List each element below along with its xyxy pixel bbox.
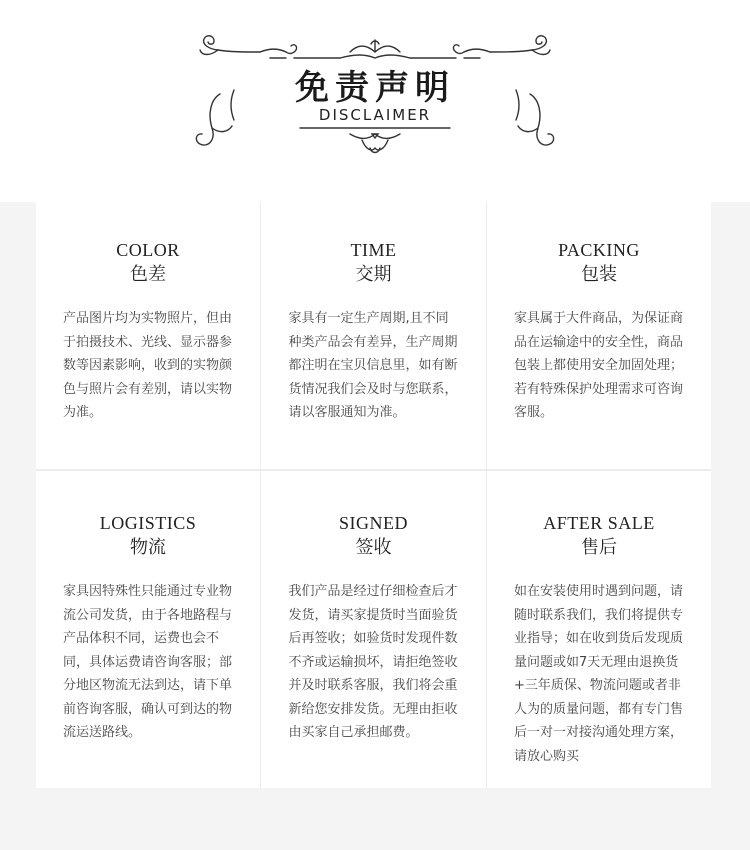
- disclaimer-header: [0, 0, 750, 202]
- disclaimer-title: 免责声明: [295, 68, 455, 108]
- policy-body: 如在安装使用时遇到问题，请随时联系我们，我们将提供专业指导；如在收到货后发现质量问题或如7天无理由退换货+三年质保、物流问题或者非人为的质量问题，都有专门售后一对一对接沟通处理方案，请放心购买: [514, 584, 684, 764]
- policy-title-en: PACKING: [558, 240, 640, 260]
- policy-title-cn: 物流: [130, 537, 166, 558]
- policy-title-cn: 色差: [130, 264, 166, 285]
- policy-title-en: AFTER SALE: [543, 513, 655, 533]
- policy-body: 家具属于大件商品，为保证商品在运输途中的安全性，商品包装上都使用安全加固处理；若有特殊保护处理需求可咨询客服。: [514, 311, 684, 420]
- policy-title-cn: 交期: [355, 264, 392, 285]
- policy-title-en: SIGNED: [339, 513, 408, 533]
- policy-title-en: COLOR: [116, 240, 180, 260]
- policy-grid: [36, 202, 711, 788]
- policy-title-en: LOGISTICS: [99, 513, 197, 533]
- policy-card-time: [261, 202, 486, 469]
- policy-card-after-sale: [487, 471, 711, 788]
- policy-body: 家具因特殊性只能通过专业物流公司发货，由于各地路程与产品体积不同，运费也会不同，具体运费请咨询客服；部分地区物流无法到达，请下单前咨询客服，确认可到达的物流运送路线。: [63, 584, 233, 740]
- policy-body: 家具有一定生产周期,且不同种类产品会有差异，生产周期都注明在宝贝信息里，如有断货情况我们会及时与您联系，请以客服通知为准。: [288, 311, 458, 420]
- policy-body: 产品图片均为实物照片，但由于拍摄技术、光线、显示器参数等因素影响，收到的实物颜色与照片会有差别，请以实物为准。: [63, 311, 233, 420]
- policy-card-packing: [487, 202, 711, 469]
- policy-body: 我们产品是经过仔细检查后才发货，请买家提货时当面验货后再签收；如验货时发现件数不齐或运输损坏，请拒绝签收并及时联系客服，我们将会重新给您安排发货。无理由拒收由买家自己承担邮费。: [288, 584, 458, 740]
- policy-card-color: [36, 202, 260, 469]
- policy-card-logistics: [36, 471, 260, 788]
- policy-card-signed: [261, 471, 486, 788]
- policy-title-en: TIME: [350, 240, 397, 260]
- policy-title-cn: 包装: [581, 264, 617, 285]
- policy-title-cn: 售后: [581, 537, 617, 558]
- policy-title-cn: 签收: [355, 537, 392, 558]
- disclaimer-subtitle: DISCLAIMER: [318, 106, 432, 124]
